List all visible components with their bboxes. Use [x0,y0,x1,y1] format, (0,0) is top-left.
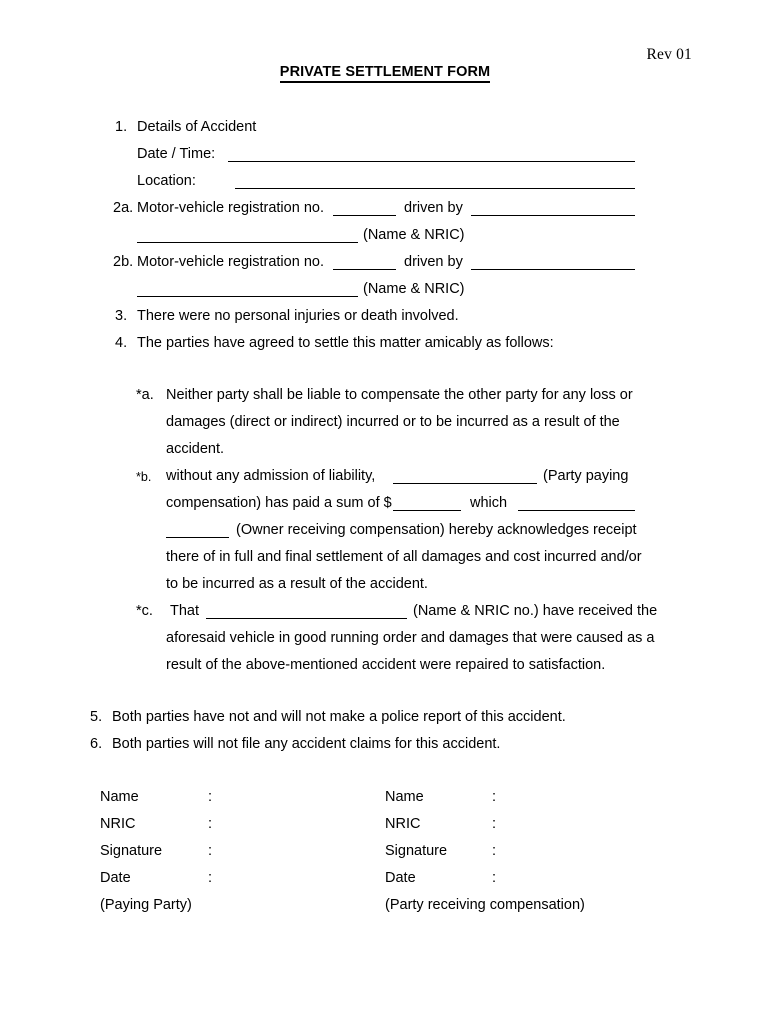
clause-b-text-owner: (Owner receiving compensation) hereby acknowledges receipt [236,522,637,538]
item-2b-text-registration: Motor-vehicle registration no. [137,254,324,270]
signature-right-colon-name: : [492,789,497,805]
signature-left-colon-nric: : [208,816,213,832]
clause-b-text-which: which [470,495,508,511]
clause-b-receiver-field-1[interactable] [518,510,635,511]
item-4-text: The parties have agreed to settle this matter amicably as follows: [137,335,554,351]
clause-c-text-post: (Name & NRIC no.) have received the [413,603,658,619]
clause-b-amount-field[interactable] [393,510,461,511]
item-2b-name-nric-label: (Name & NRIC) [363,281,465,297]
clause-a-marker: *a. [136,387,154,403]
signature-left-colon-signature: : [208,843,213,859]
signature-right-label-nric: NRIC [385,816,421,832]
signature-right-colon-signature: : [492,843,497,859]
date-time-field[interactable] [228,161,635,162]
clause-b-paying-party-field[interactable] [393,483,537,484]
clause-b-receiver-field-2[interactable] [166,537,229,538]
item-6-marker: 6. [90,736,103,752]
item-2b-text-driven-by: driven by [404,254,463,270]
signature-left-colon-name: : [208,789,213,805]
clause-a-text-line-3: accident. [166,441,225,457]
item-3-text: There were no personal injuries or death involved. [137,308,459,324]
item-2a-marker: 2a. [113,200,134,216]
item-2b-name-nric-field[interactable] [137,296,358,297]
signature-right-colon-date: : [492,870,497,886]
item-3-marker: 3. [115,308,128,324]
clause-c-text-pre: That [170,603,200,619]
signature-left-label-signature: Signature [100,843,163,859]
page-title [0,64,770,80]
clause-a-text-line-1: Neither party shall be liable to compensate the other party for any loss or [166,387,633,403]
date-time-label: Date / Time: [137,146,216,162]
item-2b-marker: 2b. [113,254,134,270]
clause-c-name-nric-field[interactable] [206,618,407,619]
item-2a-name-nric-label: (Name & NRIC) [363,227,465,243]
signature-right-footer: (Party receiving compensation) [385,897,585,913]
signature-left-label-name: Name [100,789,139,805]
signature-right-colon-nric: : [492,816,497,832]
signature-right-label-name: Name [385,789,424,805]
signature-left-label-nric: NRIC [100,816,136,832]
clause-c-text-line-2: aforesaid vehicle in good running order and damages that were caused as a [166,630,655,646]
revision-label: Rev 01 [646,46,692,63]
item-2a-name-nric-field[interactable] [137,242,358,243]
signature-left-colon-date: : [208,870,213,886]
location-field[interactable] [235,188,635,189]
item-5-text: Both parties have not and will not make a police report of this accident. [112,709,566,725]
clause-b-marker: *b. [136,470,152,484]
clause-c-text-line-3: result of the above-mentioned accident were repaired to satisfaction. [166,657,606,673]
item-1-text: Details of Accident [137,119,257,135]
signature-right-label-date: Date [385,870,416,886]
item-2a-text-registration: Motor-vehicle registration no. [137,200,324,216]
signature-left-label-date: Date [100,870,131,886]
item-1-marker: 1. [115,119,128,135]
item-4-marker: 4. [115,335,128,351]
location-label: Location: [137,173,196,189]
clause-a-text-line-2: damages (direct or indirect) incurred or to be incurred as a result of the [166,414,620,430]
item-2a-text-driven-by: driven by [404,200,463,216]
item-5-marker: 5. [90,709,103,725]
clause-b-text-pre: without any admission of liability, [166,468,376,484]
page-title-text: PRIVATE SETTLEMENT FORM [280,64,490,83]
clause-b-text-line-5: to be incurred as a result of the accident. [166,576,428,592]
clause-b-text-post: (Party paying [543,468,629,484]
item-6-text: Both parties will not file any accident claims for this accident. [112,736,501,752]
item-2b-registration-field[interactable] [333,269,396,270]
clause-c-marker: *c. [136,603,153,619]
signature-left-footer: (Paying Party) [100,897,192,913]
clause-b-text-line-4: there of in full and final settlement of all damages and cost incurred and/or [166,549,642,565]
clause-b-text-sum-pre: compensation) has paid a sum of $ [166,495,392,511]
item-2b-driver-field[interactable] [471,269,635,270]
item-2a-driver-field[interactable] [471,215,635,216]
signature-right-label-signature: Signature [385,843,448,859]
item-2a-registration-field[interactable] [333,215,396,216]
